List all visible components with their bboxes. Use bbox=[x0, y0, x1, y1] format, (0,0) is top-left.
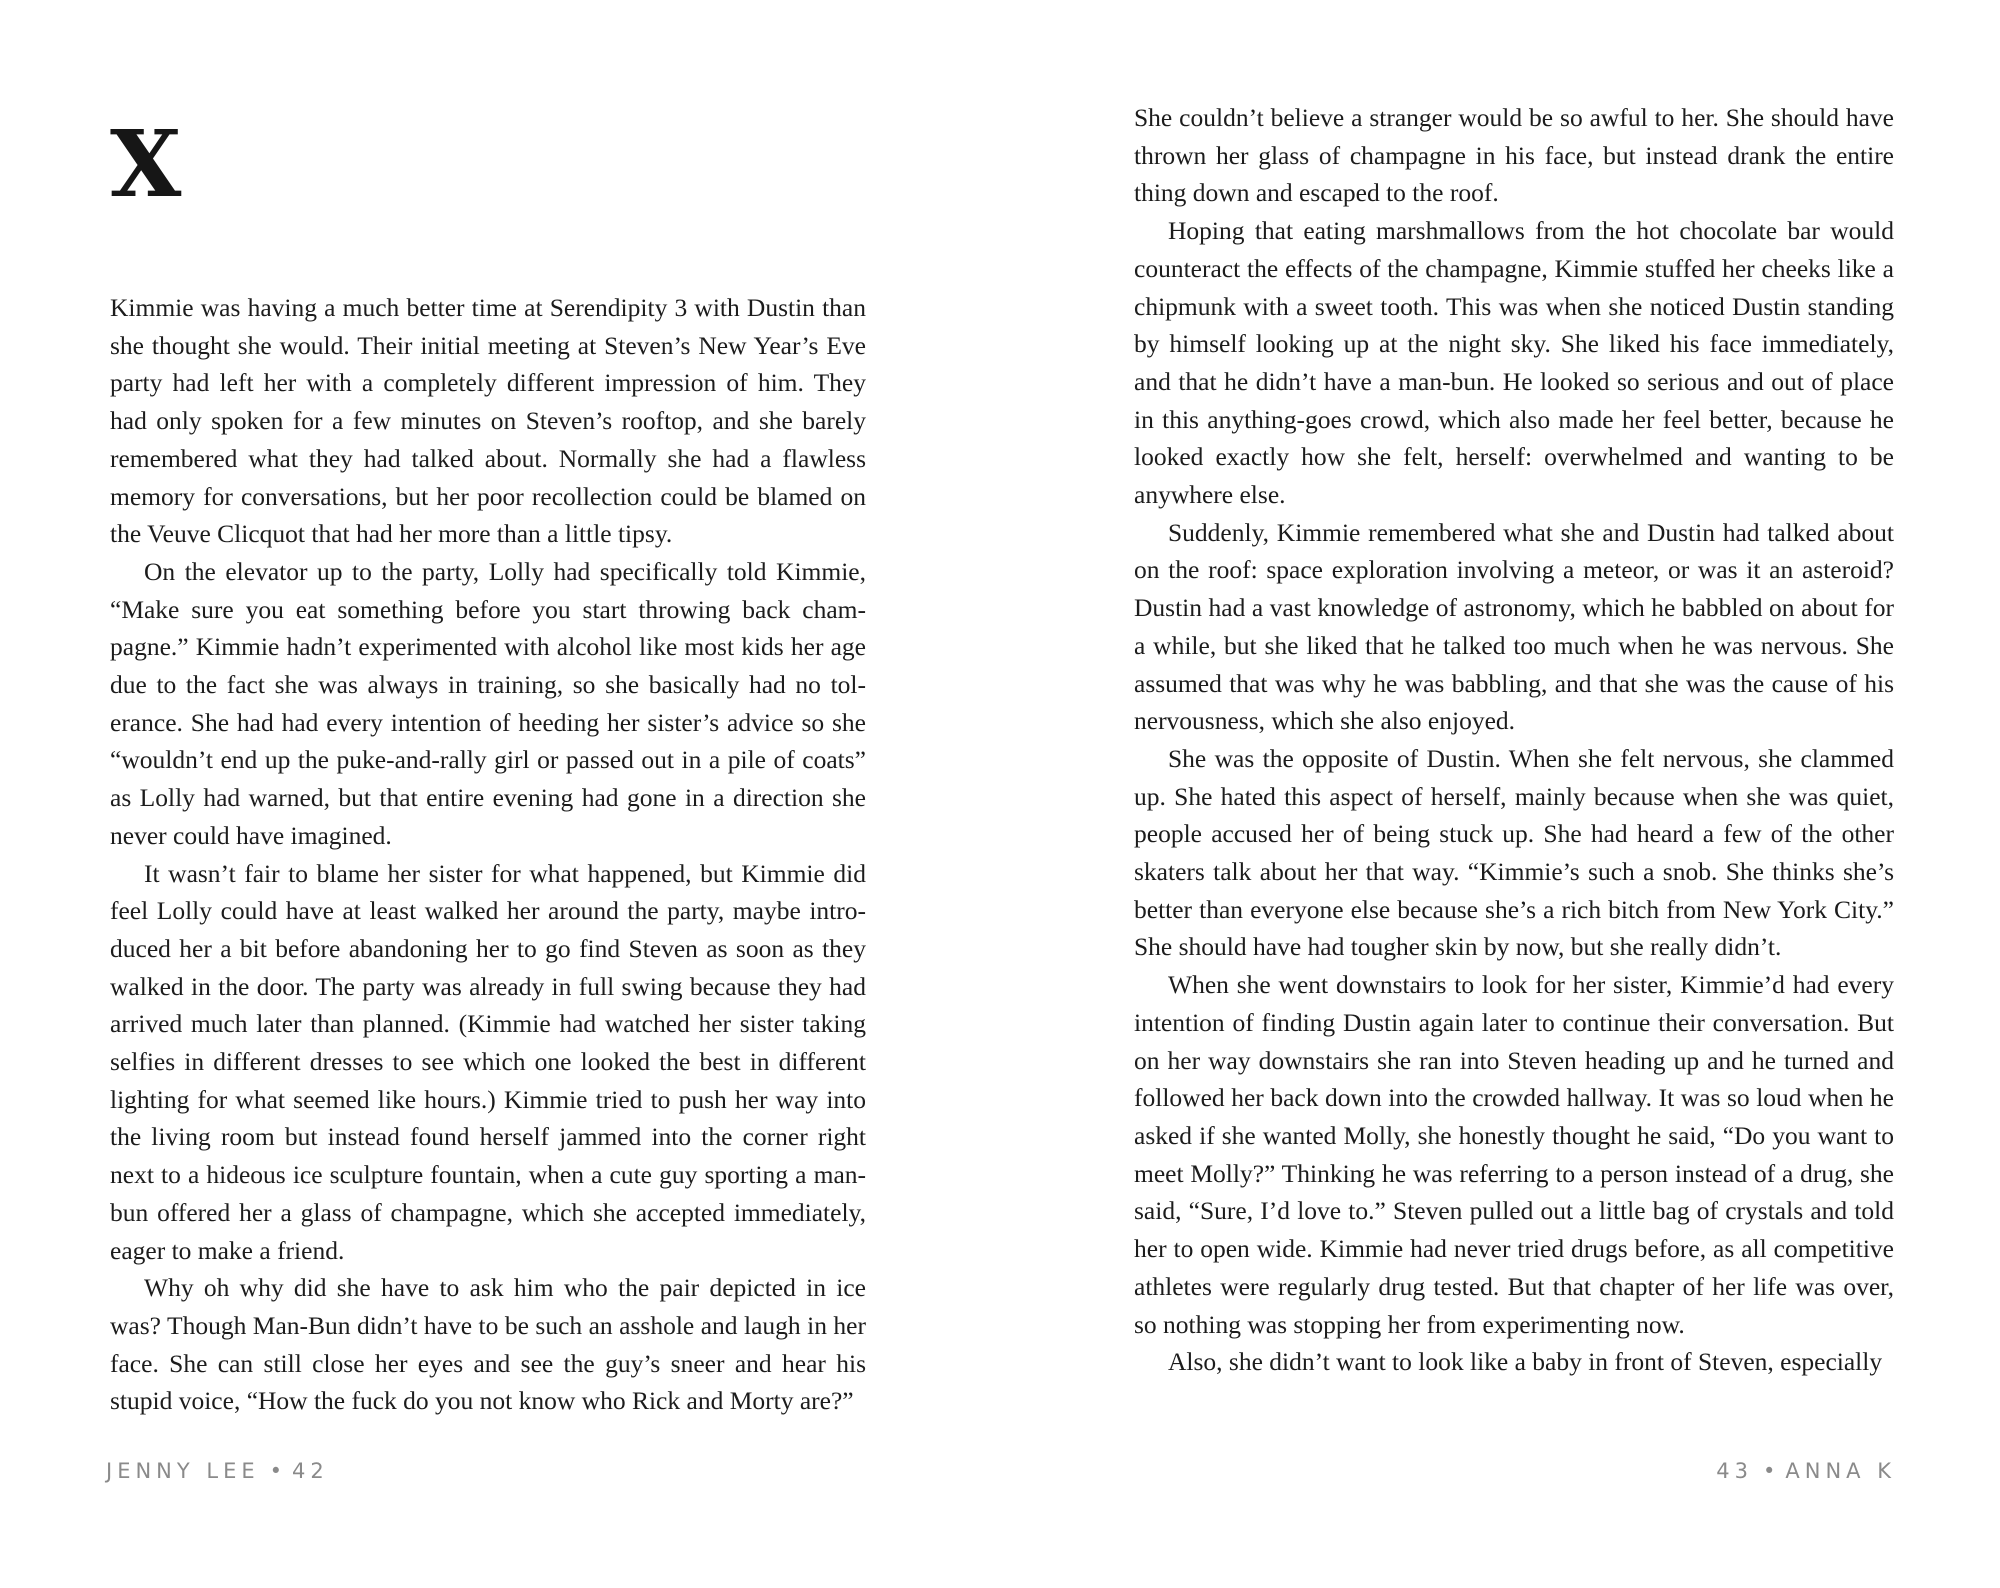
running-head-author: JENNY LEE bbox=[106, 1459, 260, 1483]
running-head-title: ANNA K bbox=[1785, 1459, 1896, 1483]
paragraph: She couldn’t believe a stranger would be so awful to her. She should have thrown her glass of champagne in his face, but instead drank the entire thing down and escaped to the roof. bbox=[1134, 103, 1894, 208]
page-number: 43 bbox=[1716, 1459, 1753, 1483]
paragraph: Hoping that eating marshmallows from the hot chocolate bar would counteract the effects of the champagne, Kimmie stuffed her cheeks like a chipmunk with a sweet tooth. This was when she noticed Dustin standing by himself looking up at the night sky. She liked his face immediately, and that he didn’t have a man-bun. He looked so serious and out of place in this anything-goes crowd, which also made her feel better, because he looked exactly how she felt, herself: overwhelmed and wanting to be anywhere else. bbox=[1134, 216, 1894, 510]
folio-separator: • bbox=[1763, 1459, 1776, 1483]
right-folio bbox=[1716, 1459, 1896, 1483]
folio-separator: • bbox=[269, 1459, 283, 1483]
paragraph: When she went downstairs to look for her sister, Kimmie’d had every intention of finding Dustin again later to continue their conversation. But on her way downstairs she ran into Steven heading up and he turned and followed her back down into the crowded hallway. It was so loud when he asked if she wanted Molly, she honestly thought he said, “Do you want to meet Molly?” Thinking he was referring to a person instead of a drug, she said, “Sure, I’d love to.” Steven pulled out a little bag of crystals and told her to open wide. Kimmie had never tried drugs before, as all competitive athletes were regularly drug tested. But that chapter of her life was over, so nothing was stopping her from experimenting now. bbox=[1134, 970, 1894, 1339]
paragraph: It wasn’t fair to blame her sister for what happened, but Kimmie did feel Lolly could have at least walked her around the party, maybe introduced her a bit before abandoning her to go find Steven as soon as they walked in the door. The party was already in full swing because they had arrived much later than planned. (Kimmie had watched her sister taking selfies in different dresses to see which one looked the best in different lighting for what seemed like hours.) Kimmie tried to push her way into the living room but instead found herself jammed into the corner right next to a hideous ice sculpture fountain, when a cute guy sporting a man-bun offered her a glass of champagne, which she accepted immediately, eager to make a friend. bbox=[110, 858, 866, 1265]
left-page-body bbox=[110, 289, 866, 1420]
paragraph: Why oh why did she have to ask him who the pair depicted in ice was? Though Man-Bun didn’t have to be such an asshole and laugh in her face. She can still close her eyes and see the guy’s sneer and hear his stupid voice, “How the fuck do you not know who Rick and Morty are?” bbox=[110, 1273, 866, 1416]
paragraph: On the elevator up to the party, Lolly had specifically told Kimmie, “Make sure you eat something before you start throwing back champagne.” Kimmie hadn’t experimented with alcohol like most kids her age due to the fact she was always in training, so she basically had no tolerance. She had had every intention of heeding her sister’s advice so she “wouldn’t end up the puke-and-rally girl or passed out in a pile of coats” as Lolly had warned, but that entire evening had gone in a direction she never could have imagined. bbox=[110, 556, 866, 850]
paragraph: Suddenly, Kimmie remembered what she and Dustin had talked about on the roof: space exploration involving a meteor, or was it an asteroid? Dustin had a vast knowledge of astronomy, which he babbled on about for a while, but she liked that he talked too much when he was nervous. She assumed that was why he was babbling, and that she was the cause of his nervousness, which she also enjoyed. bbox=[1134, 517, 1894, 736]
paragraph: Also, she didn’t want to look like a baby in front of Steven, especially bbox=[1168, 1347, 1883, 1377]
paragraph: Kimmie was having a much better time at Serendipity 3 with Dustin than she thought she would. Their initial meeting at Steven’s New Year’s Eve party had left her with a completely different impression of him. They had only spoken for a few minutes on Steven’s rooftop, and she barely remembered what they had talked about. Normally she had a flawless memory for conversations, but her poor recollection could be blamed on the Veuve Clicquot that had her more than a little tipsy. bbox=[110, 293, 866, 549]
right-page-body bbox=[1134, 99, 1894, 1381]
left-folio bbox=[106, 1459, 329, 1483]
right-page bbox=[1000, 0, 2000, 1588]
chapter-number: X bbox=[110, 110, 182, 218]
page-number: 42 bbox=[292, 1459, 329, 1483]
paragraph: She was the opposite of Dustin. When she felt nervous, she clammed up. She hated this aspect of herself, mainly because when she was quiet, people accused her of being stuck up. She had heard a few of the other skaters talk about her that way. “Kimmie’s such a snob. She thinks she’s better than everyone else because she’s a rich bitch from New York City.” She should have had tougher skin by now, but she really didn’t. bbox=[1134, 743, 1894, 962]
